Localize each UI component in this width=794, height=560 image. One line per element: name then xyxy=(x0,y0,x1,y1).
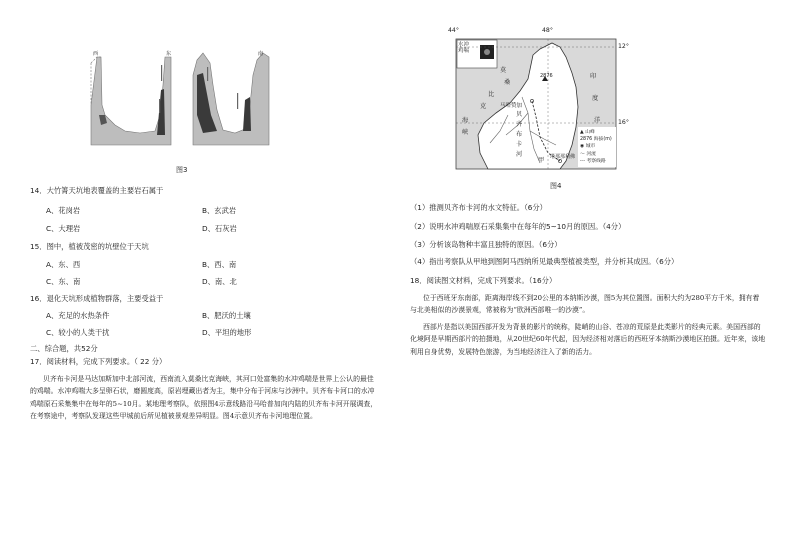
map-lon-44: 44° xyxy=(448,27,459,34)
q17-sub-1: （1）推测贝齐布卡河的水文特征。（6分） xyxy=(410,203,547,212)
map-peak-label: 2876 xyxy=(540,73,553,79)
q17-sub-3: （3）分析该岛物种丰富且独特的原因。（6分） xyxy=(410,240,562,249)
figure-3-diagram xyxy=(85,45,275,160)
map-lon-48: 48° xyxy=(542,27,553,34)
q17-paragraph-text: 贝齐布卡河是马达加斯加中北部河流，西南流入莫桑比克海峡，其河口处富集的水冲鸡喘是世界上公认的最佳的鸡喘。水冲鸡喘大多呈卵石状，磨圆度高，原岩埋藏出者为主，集中分布于河床与沙洲中。贝齐布卡河口的水冲鸡喘原石采集集中在每年的5~10月。某地理考察队，依照图4示意线路沿马哈普加向内陆的贝齐布卡河开展调查，在考察途中，考察队发现这些甲城前后所见植被景观差异明显。图4示意贝齐布卡河地理位置。 xyxy=(30,375,378,421)
figure-3-label-west: 西 xyxy=(93,51,99,57)
map-river-3: 布 xyxy=(516,131,523,138)
q14-option-b[interactable]: B、玄武岩 xyxy=(202,206,237,215)
q18-paragraph-2: 西部片是指以美国西部开发为背景的影片的统称，陡峭的山谷、苍凉的荒原是此类影片的经典元素。美国西部的化境阿是早期西部片的拍摄地，从20世纪60年代起，因为经济相对落后的西班牙本纳斯沙漠地区拍摄。近年来，该地利用自身优势，发展特色旅游，为当地经济注入了新的活力。 xyxy=(410,322,766,356)
legend-elevation: 2876 海拔(m) xyxy=(580,137,612,143)
q15-option-c[interactable]: C、东、南 xyxy=(46,277,81,286)
q18-material xyxy=(410,292,766,358)
map-legend xyxy=(580,129,612,165)
q16-option-d[interactable]: D、平坦的地形 xyxy=(202,328,252,337)
q16-option-a[interactable]: A、充足的水热条件 xyxy=(46,311,110,320)
legend-peak: ▲ 山峰 xyxy=(580,130,595,135)
q15-option-d[interactable]: D、南、北 xyxy=(202,277,237,286)
map-river-1: 贝 xyxy=(516,111,523,118)
legend-route: -·- 考察线路 xyxy=(580,158,606,164)
map-station: 甲 xyxy=(538,157,545,164)
q17-sub-4: （4）指出考察队从甲地到图阿马西纳所见最典型植被类型，并分析其成因。（6分） xyxy=(410,257,679,266)
map-river-4b: 河 xyxy=(516,151,523,158)
figure-3-panel-a xyxy=(90,57,171,145)
q15-option-a[interactable]: A、东、西 xyxy=(46,260,81,269)
q15-option-b[interactable]: B、西、南 xyxy=(202,260,237,269)
q18-paragraph-1: 位于西班牙东南部，距离海岸线不到20公里的本纳斯沙漠，图5为其位置图。面积大约为280平方千米，拥有着与北美相似的沙漠景观，常被称为“欧洲西部唯一的沙漠”。 xyxy=(410,294,760,315)
q14-option-c[interactable]: C、大理岩 xyxy=(46,224,81,233)
map-ocean-3: 洋 xyxy=(594,117,601,124)
q16-stem: 16．退化天坑形成植物群落，主要受益于 xyxy=(30,294,164,303)
map-antananarivo: 塔那那利佛 xyxy=(550,154,576,160)
figure-3-label-south: 南 xyxy=(258,51,264,57)
q16-option-c[interactable]: C、较小的人类干扰 xyxy=(46,328,110,337)
q14-stem: 14．大竹箐天坑地表覆盖的主要岩石属于 xyxy=(30,186,164,195)
q17-sub-2: （2）说明水冲鸡喘原石采集集中在每年的5~10月的原因。（4分） xyxy=(410,222,626,231)
figure-3-panel-b xyxy=(193,53,269,145)
map-mozambique-3: 比 xyxy=(488,91,495,98)
q17-stem: 17．阅读材料，完成下列要求。（ 22 分） xyxy=(30,357,167,366)
map-channel-1: 海 xyxy=(462,117,469,124)
map-mozambique-2: 桑 xyxy=(504,79,511,86)
q14-option-a[interactable]: A、花岗岩 xyxy=(46,206,81,215)
q17-paragraph xyxy=(30,373,378,423)
figure-4-map xyxy=(448,27,633,175)
map-river-2: 齐 xyxy=(516,121,523,128)
q15-stem: 15．图中，植被茂密的坑壁位于天坑 xyxy=(30,242,149,251)
figure-3-label-east: 东 xyxy=(166,51,172,57)
figure-3-caption: 图3 xyxy=(176,166,188,174)
legend-city: ◉ 城市 xyxy=(580,144,596,150)
q16-option-b[interactable]: B、肥沃的土壤 xyxy=(202,311,251,320)
figure-4-caption: 图4 xyxy=(550,182,562,190)
map-river-4: 卡 xyxy=(516,141,523,148)
legend-river: ～ 河流 xyxy=(580,151,596,157)
map-lat-12: 12° xyxy=(618,43,629,50)
map-ocean-1: 印 xyxy=(590,73,597,80)
map-lat-16: 16° xyxy=(618,119,629,126)
section-2-heading: 二、综合题，共52分 xyxy=(30,344,98,353)
q14-option-d[interactable]: D、石灰岩 xyxy=(202,224,237,233)
map-mahajanga-label: 马哈赞加 xyxy=(500,103,523,109)
map-inset-label: 水冲 鸡喘 xyxy=(458,42,470,54)
map-channel-2: 峡 xyxy=(462,129,469,136)
q18-stem: 18．阅读图文材料，完成下列要求。（16分） xyxy=(410,276,557,285)
map-ocean-2: 度 xyxy=(592,95,599,102)
map-mozambique-1: 莫 xyxy=(500,67,507,74)
map-mozambique-4: 克 xyxy=(480,103,487,110)
